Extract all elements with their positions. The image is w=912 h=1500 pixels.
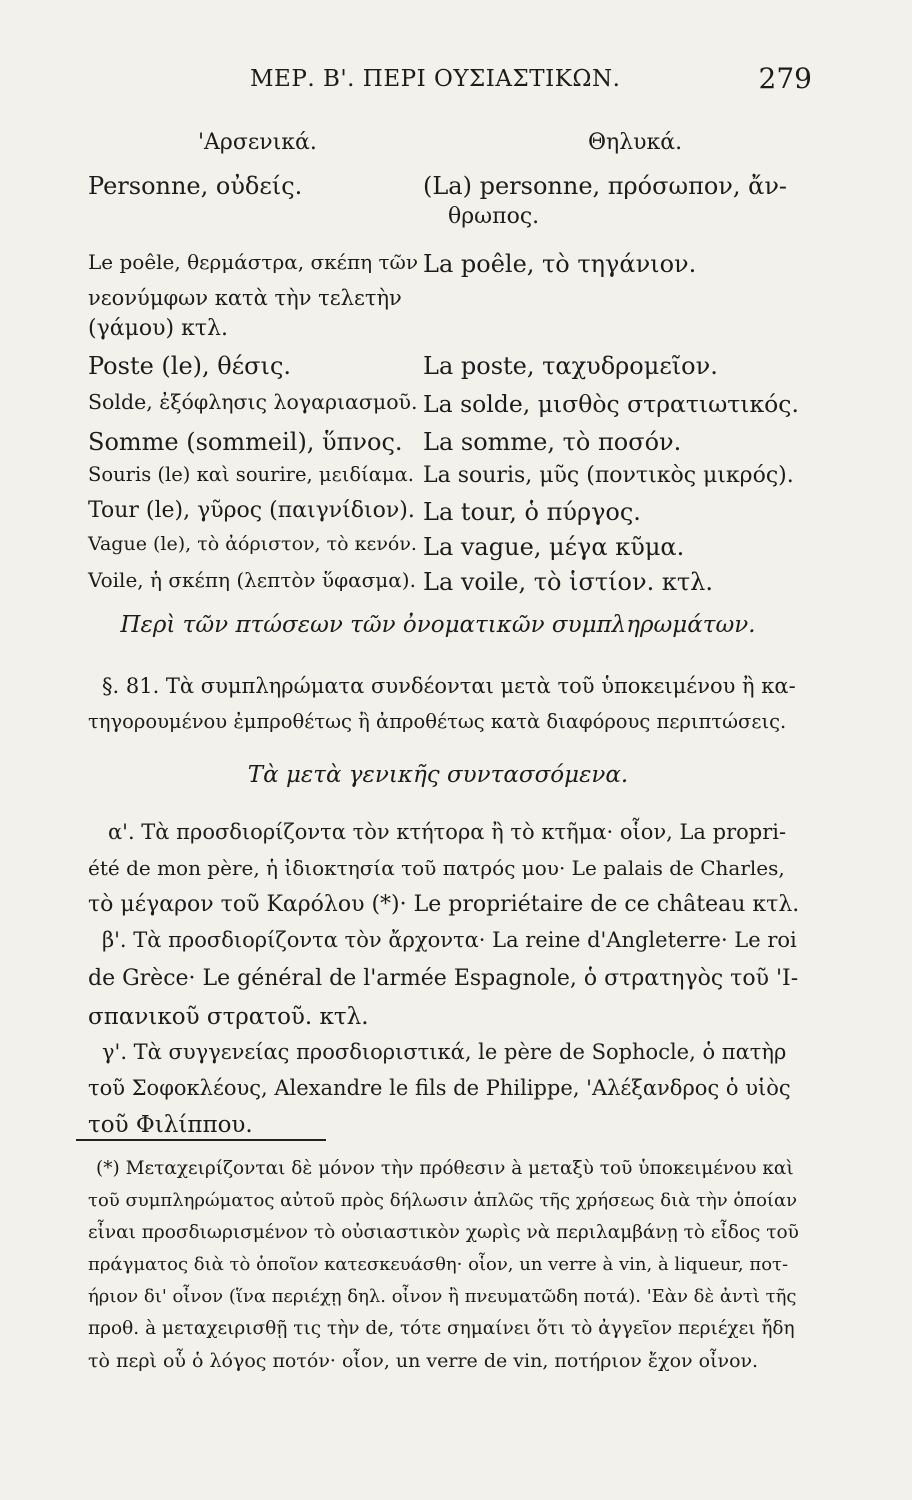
entry-feminine: La somme, τὸ ποσόν. [423, 428, 682, 456]
footnote-rule [76, 1139, 326, 1141]
entry-masculine: Solde, ἐξόφλησις λογαριασμοῦ. [88, 390, 418, 414]
entry-row [88, 498, 788, 538]
entry-masculine: Somme (sommeil), ὕπνος. [88, 428, 403, 456]
entry-feminine: La poêle, τὸ τηγάνιον. [423, 250, 697, 278]
section-title-cases: Περὶ τῶν πτώσεων τῶν ὀνοματικῶν συμπληρωμάτων. [120, 612, 756, 638]
item-b-line: σπανικοῦ στρατοῦ. κτλ. [88, 1004, 369, 1030]
footnote-line: προθ. à μεταχειρισθῇ τις τὴν de, τότε σημαίνει ὅτι τὸ ἀγγεῖον περιέχει ἤδη [88, 1318, 795, 1339]
entry-feminine: La solde, μισθὸς στρατιωτικός. [423, 390, 799, 418]
item-b-line: β'. Τὰ προσδιορίζοντα τὸν ἄρχοντα· La reine d'Angleterre· Le roi [102, 928, 797, 952]
paragraph-81-line: τηγορουμένου ἐμπροθέτως ἢ ἀπροθέτως κατὰ διαφόρους περιπτώσεις. [88, 710, 787, 733]
item-a-line: τὸ μέγαρον τοῦ Καρόλου (*)· Le propriétaire de ce château κτλ. [88, 892, 800, 917]
running-title: ΜΕΡ. Β'. ΠΕΡΙ ΟΥΣΙΑΣΤΙΚΩΝ. [250, 66, 621, 92]
entry-masculine: Voile, ἡ σκέπη (λεπτὸν ὕφασμα). [88, 568, 416, 592]
entry-feminine: La poste, ταχυδρομεῖον. [423, 352, 718, 380]
item-c-line: τοῦ Σοφοκλέους, Alexandre le fils de Philippe, 'Αλέξανδρος ὁ υἱὸς [88, 1076, 791, 1100]
entry-feminine-continuation: θρωπος. [448, 204, 540, 229]
paragraph-81-line: §. 81. Τὰ συμπληρώματα συνδέονται μετὰ τοῦ ὑποκειμένου ἢ κα- [102, 674, 796, 698]
entry-row [88, 352, 788, 392]
entry-row [88, 533, 788, 573]
entry-feminine: La vague, μέγα κῦμα. [423, 533, 685, 561]
footnote-line: εἶναι προσδιωρισμένον τὸ οὐσιαστικὸν χωρὶς νὰ περιλαμβάνῃ τὸ εἶδος τοῦ [88, 1222, 799, 1243]
entry-row [88, 428, 788, 468]
entry-masculine: Souris (le) καὶ sourire, μειδίαμα. [88, 463, 414, 486]
entry-masculine-continuation: (γάμου) κτλ. [88, 316, 228, 341]
entry-masculine: Tour (le), γῦρος (παιγνίδιον). [88, 498, 415, 523]
item-b-line: de Grèce· Le général de l'armée Espagnole, ὁ στρατηγὸς τοῦ 'Ι- [88, 966, 799, 991]
entry-feminine: (La) personne, πρόσωπον, ἄν- [423, 172, 788, 200]
entry-row [88, 172, 788, 212]
entry-masculine-continuation: νεονύμφων κατὰ τὴν τελετὴν [88, 286, 402, 310]
entry-feminine: La tour, ὁ πύργος. [423, 498, 641, 526]
entry-feminine: La souris, μῦς (ποντικὸς μικρός). [423, 463, 794, 488]
item-a-line: α'. Τὰ προσδιορίζοντα τὸν κτήτορα ἢ τὸ κτῆμα· οἷον, La propri- [108, 820, 787, 844]
section-title-genitive: Τὰ μετὰ γενικῆς συντασσόμενα. [247, 762, 629, 788]
page-number: 279 [758, 62, 812, 95]
page-header [90, 58, 812, 106]
footnote-line: (*) Μεταχειρίζονται δὲ μόνον τὴν πρόθεσιν à μεταξὺ τοῦ ὑποκειμένου καὶ [96, 1158, 794, 1179]
column-heading-feminine: Θηλυκά. [588, 130, 683, 155]
entry-row [88, 390, 799, 430]
footnote-line: ήριον δι' οἶνον (ἵνα περιέχῃ δηλ. οἶνον ἢ πνευματῶδη ποτά). 'Εὰν δὲ ἀντὶ τῆς [88, 1286, 797, 1307]
item-a-line: été de mon père, ἡ ἰδιοκτησία τοῦ πατρός μου· Le palais de Charles, [88, 856, 785, 880]
entry-masculine: Vague (le), τὸ ἀόριστον, τὸ κενόν. [88, 533, 417, 555]
footnote-line: πράγματος διὰ τὸ ὁποῖον κατεσκευάσθη· οἷον, un verre à vin, à liqueur, ποτ- [88, 1254, 789, 1275]
entry-row [88, 463, 794, 503]
item-c-line: τοῦ Φιλίππου. [88, 1112, 253, 1138]
entry-masculine: Le poêle, θερμάστρα, σκέπη τῶν [88, 250, 418, 274]
footnote-line: τὸ περὶ οὗ ὁ λόγος ποτόν· οἷον, un verre de vin, ποτήριον ἔχον οἶνον. [88, 1350, 759, 1372]
column-heading-masculine: 'Αρσενικά. [198, 130, 317, 155]
entry-masculine: Poste (le), θέσις. [88, 352, 292, 380]
entry-feminine: La voile, τὸ ἱστίον. κτλ. [423, 568, 713, 596]
entry-masculine: Personne, οὐδείς. [88, 172, 303, 200]
entry-row [88, 250, 788, 290]
entry-row [88, 568, 788, 608]
footnote-line: τοῦ συμπληρώματος αὐτοῦ πρὸς δήλωσιν ἁπλῶς τῆς χρήσεως διὰ τὴν ὁποίαν [88, 1190, 798, 1211]
item-c-line: γ'. Τὰ συγγενείας προσδιοριστικά, le père de Sophocle, ὁ πατὴρ [102, 1040, 787, 1064]
